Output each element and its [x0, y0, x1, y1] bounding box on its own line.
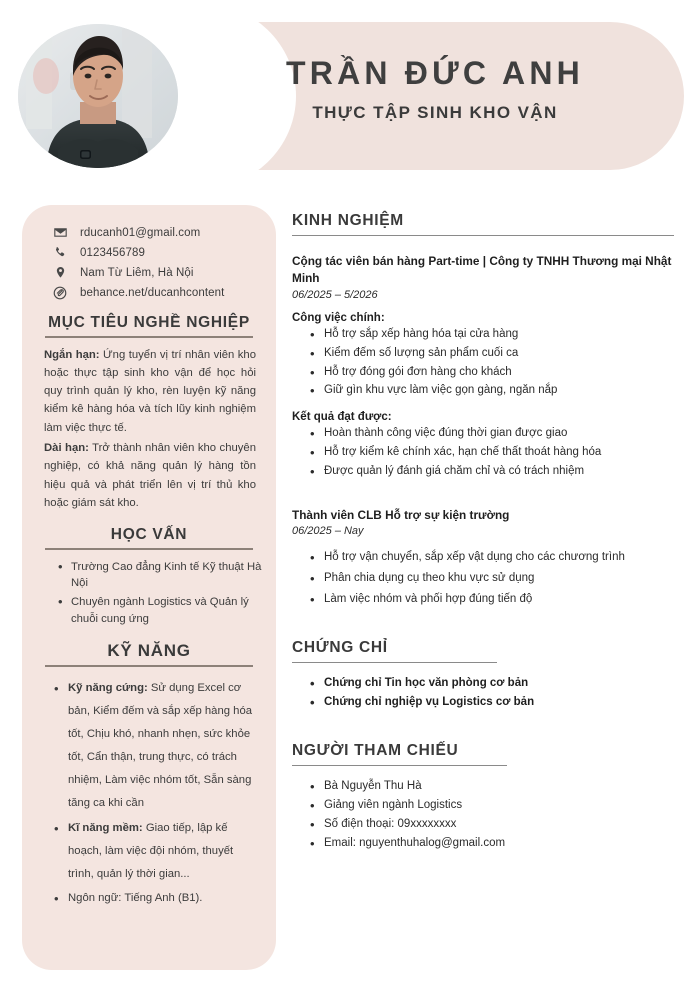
results-list: [310, 425, 674, 480]
divider-references: [292, 765, 507, 766]
skill-text-hard: Sử dụng Excel cơ bản, Kiểm đếm và sắp xếp hàng hóa tốt, Chịu khó, nhanh nhẹn, sức khỏe tốt, Cẩn thận, trung thực, có trách nhiệm, Làm việc nhóm tốt, Sẵn sàng tăng ca khi cần: [68, 681, 253, 810]
sidebar-panel: [22, 205, 276, 970]
skill-text-soft: Giao tiếp, lập kế hoạch, làm việc đội nhóm, thuyết trình, quản lý thời gian...: [68, 821, 234, 880]
contact-item-email[interactable]: [50, 226, 262, 239]
envelope-icon: [50, 226, 70, 239]
list-item: • Được quản lý đánh giá chăm chỉ và có trách nhiệm: [310, 463, 674, 481]
section-heading-references: NGƯỜI THAM CHIẾU: [292, 741, 459, 759]
section-heading-education: HỌC VẤN: [110, 526, 188, 544]
header-text-block: [200, 55, 670, 123]
list-item: • Hỗ trợ đóng gói đơn hàng cho khách: [310, 364, 674, 382]
job-date: 06/2025 – 5/2026: [292, 288, 378, 301]
contact-value-address: Nam Từ Liêm, Hà Nội: [80, 266, 194, 279]
contact-value-portfolio: behance.net/ducanhcontent: [80, 287, 225, 299]
avatar-photo-icon: [18, 24, 178, 168]
section-heading-skills: KỸ NĂNG: [107, 641, 191, 661]
objective-short-term: [44, 346, 256, 437]
skill-text-language: Ngôn ngữ: Tiếng Anh (B1).: [68, 892, 203, 905]
list-item: [54, 887, 262, 910]
experience-entry-1: [292, 253, 674, 480]
education-list: [58, 559, 262, 628]
page-title: TRẦN ĐỨC ANH: [286, 55, 584, 91]
list-item: • Giảng viên ngành Logistics: [310, 797, 674, 815]
contact-item-phone[interactable]: [50, 246, 262, 259]
job-title: Thành viên CLB Hỗ trợ sự kiện trường: [292, 507, 510, 522]
objective-long-term: [44, 439, 256, 512]
skills-list: [54, 677, 262, 911]
list-item: • Chuyên ngành Logistics và Quản lý chuỗi cung ứng: [58, 594, 262, 627]
references-list: [310, 778, 674, 852]
list-item: • Hỗ trợ kiểm kê chính xác, hạn chế thất thoát hàng hóa: [310, 444, 674, 462]
objective-long-label: Dài hạn:: [44, 441, 89, 454]
list-item: [54, 817, 262, 886]
list-item: • Hỗ trợ vận chuyển, sắp xếp vật dụng cho các chương trình: [310, 549, 674, 567]
duties-label: Công việc chính:: [292, 311, 385, 324]
list-item: • Hỗ trợ sắp xếp hàng hóa tại cửa hàng: [310, 326, 674, 344]
avatar: [18, 24, 178, 168]
references-section: [292, 742, 674, 853]
duties-list: [310, 549, 674, 608]
contact-list: [50, 226, 262, 300]
contact-item-address[interactable]: [50, 266, 262, 279]
results-label: Kết quả đạt được:: [292, 411, 392, 424]
main-column: [292, 212, 674, 853]
list-item: • Chứng chỉ Tin học văn phòng cơ bản: [310, 675, 674, 693]
objective-short-label: Ngắn hạn:: [44, 348, 100, 361]
job-date: 06/2025 – Nay: [292, 525, 364, 538]
job-title: Cộng tác viên bán hàng Part-time | Công ty TNHH Thương mại Nhật Minh: [292, 254, 672, 286]
section-heading-objective: MỤC TIÊU NGHỀ NGHIỆP: [48, 314, 250, 331]
divider-skills: [45, 665, 253, 667]
certificates-section: [292, 639, 674, 712]
list-item: • Giữ gìn khu vực làm việc gọn gàng, ngăn nắp: [310, 382, 674, 400]
divider-education: [45, 548, 253, 550]
job-role-subtitle: THỰC TẬP SINH KHO VẬN: [312, 102, 558, 122]
objective-body: [44, 346, 256, 513]
divider-certificates: [292, 662, 497, 663]
divider-objective: [45, 336, 253, 338]
link-icon: [50, 286, 70, 300]
contact-value-phone: 0123456789: [80, 246, 145, 259]
section-heading-certificates: CHỨNG CHỈ: [292, 638, 388, 656]
list-item: • Bà Nguyễn Thu Hà: [310, 778, 674, 796]
list-item: • Phân chia dụng cụ theo khu vực sử dụng: [310, 570, 674, 588]
list-item: • Chứng chỉ nghiệp vụ Logistics cơ bản: [310, 694, 674, 712]
divider-experience: [292, 235, 674, 236]
section-heading-experience: KINH NGHIỆM: [292, 212, 404, 229]
phone-icon: [50, 246, 70, 259]
experience-entry-2: [292, 507, 674, 609]
objective-short-text: Ứng tuyển vị trí nhân viên kho hoặc thực tập sinh kho vận để học hỏi quy trình quản lý kho, rèn luyện kỹ năng kiểm kê hàng hóa và tích lũy kinh nghiệm làm việc thực tế.: [44, 348, 256, 434]
location-pin-icon: [50, 266, 70, 279]
contact-value-email: rducanh01@gmail.com: [80, 226, 201, 239]
skill-label-hard: Kỹ năng cứng:: [68, 681, 148, 694]
list-item: • Làm việc nhóm và phối hợp đúng tiến độ: [310, 591, 674, 609]
list-item: • Số điện thoại: 09xxxxxxxx: [310, 816, 674, 834]
list-item: • Email: nguyenthuhalog@gmail.com: [310, 835, 674, 853]
duties-list: [310, 326, 674, 400]
list-item: • Hoàn thành công việc đúng thời gian được giao: [310, 425, 674, 443]
list-item: • Kiểm đếm số lượng sản phẩm cuối ca: [310, 345, 674, 363]
list-item: • Trường Cao đẳng Kinh tế Kỹ thuật Hà Nội: [58, 559, 262, 592]
contact-item-portfolio[interactable]: [50, 286, 262, 300]
certificates-list: [310, 675, 674, 712]
objective-long-text: Trở thành nhân viên kho chuyên nghiệp, có khả năng quản lý hàng tồn hiệu quả và phát triển lên vị trí thủ kho hoặc giám sát kho.: [44, 441, 256, 509]
list-item: [54, 677, 262, 816]
skill-label-soft: Kĩ năng mềm:: [68, 821, 143, 834]
